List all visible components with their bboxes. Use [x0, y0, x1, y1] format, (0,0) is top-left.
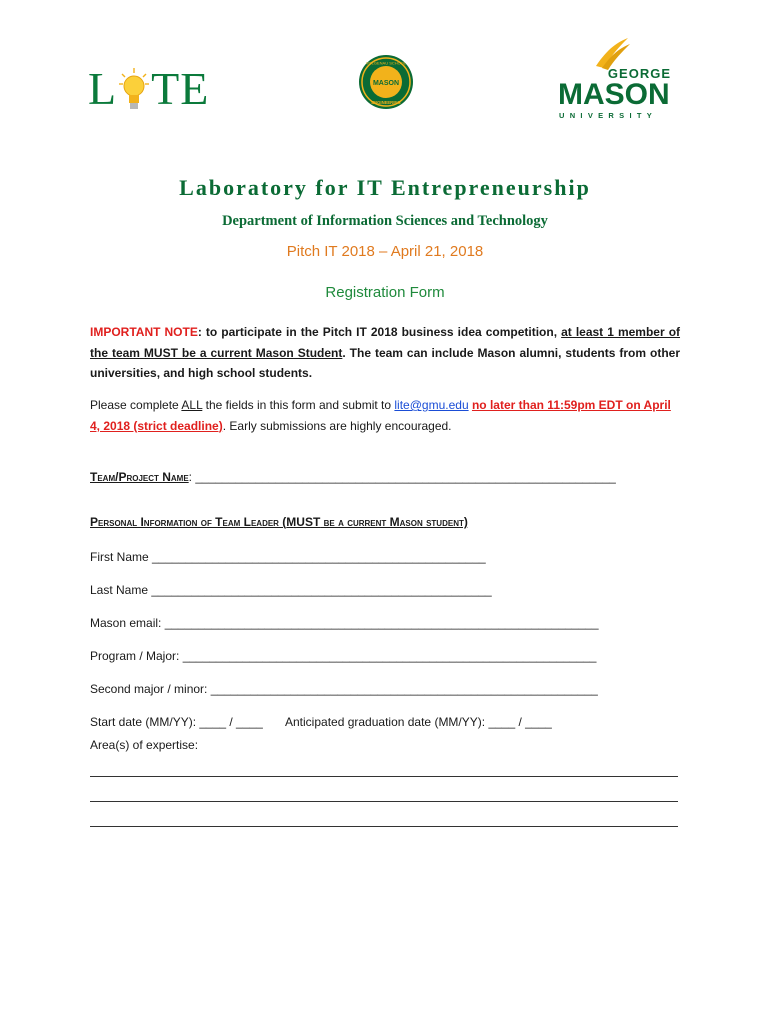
engineering-seal-logo: [358, 54, 414, 110]
graduation-date-field[interactable]: Anticipated graduation date (MM/YY): ____ / ____: [285, 715, 552, 729]
george-mason-university-logo: [556, 38, 676, 123]
important-note-text-2: . The team can include Mason alumni, students from other universities, and high school students.: [90, 345, 680, 380]
deadline-text: no later than 11:59pm EDT on April 4, 2018 (strict deadline): [90, 398, 671, 433]
gmu-mason-text: MASON: [558, 78, 670, 111]
seal-bottom-text: ENGINEERING: [371, 100, 401, 105]
event-date-heading: Pitch IT 2018 – April 21, 2018: [286, 243, 484, 260]
important-note-text-1: : to participate in the Pitch IT 2018 business idea competition,: [197, 325, 562, 339]
program-major-field[interactable]: Program / Major: ______________________________________________________________: [90, 649, 597, 663]
expertise-line-3[interactable]: [90, 826, 678, 827]
page-title: Laboratory for IT Entrepreneurship: [179, 175, 591, 200]
important-note-paragraph: [90, 322, 680, 384]
last-name-field[interactable]: Last Name ___________________________________________________: [90, 583, 492, 597]
lightbulb-icon: [119, 68, 149, 112]
team-name-field[interactable]: [90, 470, 616, 484]
instructions-text-1: Please complete: [90, 398, 182, 412]
instructions-text-2: the fields in this form and submit to: [202, 398, 395, 412]
team-leader-heading-must: MUST: [286, 515, 321, 529]
second-major-field[interactable]: Second major / minor: __________________________________________________________: [90, 682, 598, 696]
important-note-label: IMPORTANT NOTE: [90, 325, 198, 339]
lite-logo: [88, 63, 210, 114]
seal-middle-text: MASON: [372, 80, 400, 87]
team-name-line: : _______________________________________________________________: [188, 470, 616, 484]
team-leader-heading-a: Personal Information of Team Leader (: [90, 515, 287, 529]
seal-top-text: VOLGENAU SCHOOL: [365, 60, 407, 66]
first-name-field[interactable]: First Name __________________________________________________: [90, 550, 486, 564]
form-title: Registration Form: [325, 284, 445, 301]
team-leader-heading: [90, 515, 468, 529]
logo-bar: [0, 38, 770, 128]
instructions-paragraph: [90, 395, 680, 436]
gmu-university-text: UNIVERSITY: [559, 111, 658, 120]
team-leader-heading-c: be a current Mason student): [320, 515, 468, 529]
start-date-field[interactable]: Start date (MM/YY): ____ / ____: [90, 715, 263, 729]
submission-email-link[interactable]: lite@gmu.edu: [394, 398, 469, 412]
gmu-george-text: GEORGE: [607, 66, 671, 81]
expertise-label: Area(s) of expertise:: [90, 738, 199, 752]
expertise-line-2[interactable]: [90, 801, 678, 802]
lite-logo-letter-l: L: [88, 63, 118, 114]
department-subtitle: Department of Information Sciences and Technology: [222, 213, 548, 229]
important-note-requirement: at least 1 member of the team MUST be a current Mason Student: [90, 325, 681, 360]
instructions-text-3: . Early submissions are highly encouraged.: [222, 418, 452, 433]
instructions-all: ALL: [181, 398, 203, 412]
team-name-label: Team/Project Name: [90, 470, 189, 484]
expertise-line-1[interactable]: [90, 776, 678, 777]
mason-email-field[interactable]: Mason email: _________________________________________________________________: [90, 616, 599, 630]
lite-logo-letters-te: TE: [151, 63, 210, 114]
